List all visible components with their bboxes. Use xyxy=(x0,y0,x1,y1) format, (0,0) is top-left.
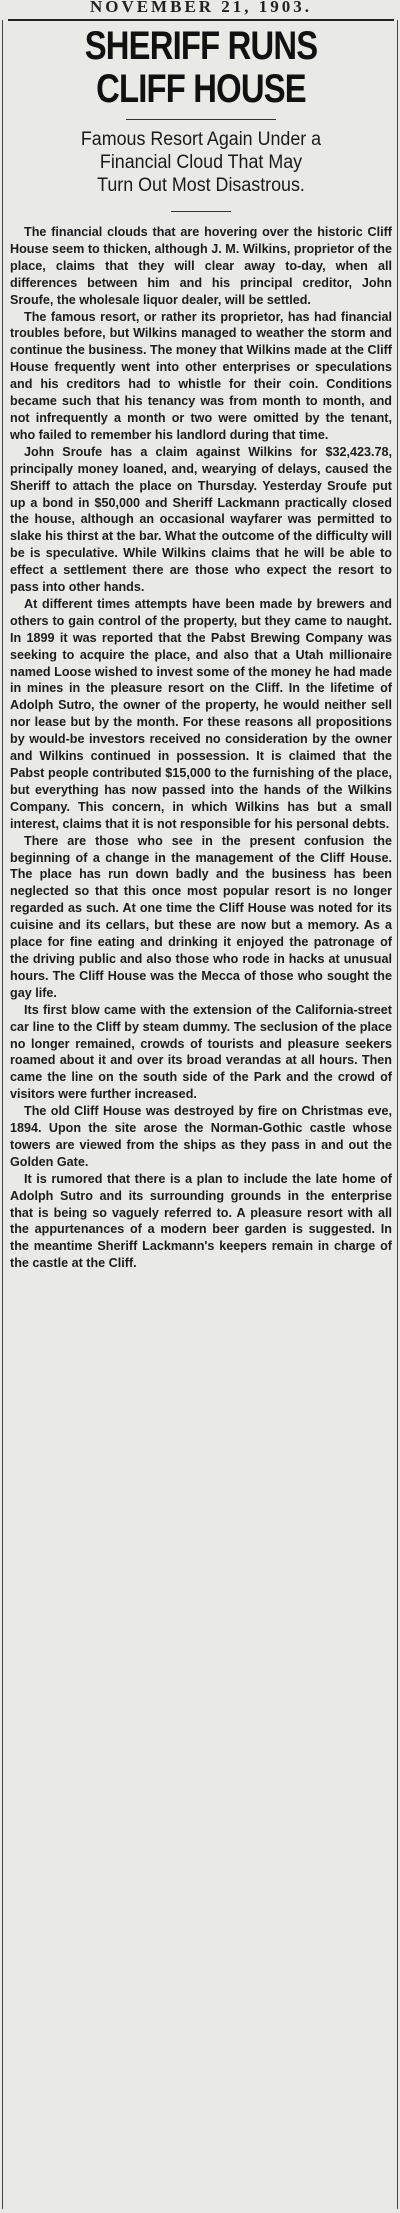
paragraph: The old Cliff House was destroyed by fire on Christmas eve, 1894. Upon the site arose the Norman-Gothic castle whose towers are viewed from the ships as they pass in and out the Golden Gate. xyxy=(10,1104,392,1169)
dateline-rule xyxy=(8,19,394,21)
headline-line-1: SHERIFF RUNS xyxy=(84,24,318,68)
paragraph: There are those who see in the present confusion the beginning of a change in the management of the Cliff House. The place has run down badly and the business has been neglected so that this once most popular resort is no longer regarded as such. At one time the Cliff House was noted for its cuisine and its cellars, but these are now but a memory. As a place for fine eating and drinking it enjoyed the patronage of the driving public and also those who rode in hacks at unusual hours. The Cliff House was the Mecca of those who sought the gay life. xyxy=(10,833,392,1000)
paragraph: Its first blow came with the extension of the California-street car line to the Cliff by steam dummy. The seclusion of the place no longer remained, crowds of tourists and pleasure seekers roamed about it and over its broad verandas at all hours. Then came the line on the south side of the Park and the crowd of visitors were further increased. xyxy=(10,1002,392,1102)
headline-line-2: CLIFF HOUSE xyxy=(96,67,306,111)
headline-separator xyxy=(126,119,276,120)
right-column-rule xyxy=(397,20,398,2209)
deck-separator xyxy=(171,211,231,212)
paragraph: At different times attempts have been made by brewers and others to gain control of the property, but they came to naught. In 1899 it was reported that the Pabst Brewing Company was seeking to acquire the place, and also that a Utah millionaire named Loose wished to invest some of the money he had made in mines in the pleasure resort on the Cliff. In the lifetime of Adolph Sutro, the owner of the property, he would neither sell nor lease but by the month. For these reasons all propositions by would-be investors received no consideration by the owner and Wilkins continued in possession. It is claimed that the Pabst people contributed $15,000 to the furnishing of the place, but everything has now passed into the hands of the Wilkins Company. This concern, in which Wilkins has but a small interest, claims that it is not responsible for his personal debts. xyxy=(10,596,392,831)
subheadline-line-1: Famous Resort Again Under a xyxy=(80,129,322,150)
paragraph: The financial clouds that are hovering over the historic Cliff House seem to thicken, although J. M. Wilkins, proprietor of the place, claims that they will clear away to-day, when all differences between him and his principal creditor, John Sroufe, the wholesale liquor dealer, will be settled. xyxy=(10,225,392,307)
subheadline xyxy=(21,128,380,197)
paragraph: It is rumored that there is a plan to include the late home of Adolph Sutro and its surrounding grounds in the enterprise that is being so vaguely referred to. A pleasure resort with all the appurtenances of a modern beer garden is suggested. In the meantime Sheriff Lackmann's keepers remain in charge of the castle at the Cliff. xyxy=(10,1171,392,1271)
paragraph: John Sroufe has a claim against Wilkins for $32,423.78, principally money loaned, and, wearying of delays, caused the Sheriff to attach the place on Thursday. Yesterday Sroufe put up a bond in $50,000 and Sheriff Lackmann practically closed the house, although an occasional wayfarer was permitted to slake his thirst at the bar. What the outcome of the difficulty will be is speculative. While Wilkins claims that he will be able to effect a settlement there are those who expect the resort to pass into other hands. xyxy=(10,444,392,595)
left-column-rule xyxy=(2,20,3,2209)
article-body xyxy=(10,224,392,1272)
headline xyxy=(43,25,360,111)
subheadline-line-3: Turn Out Most Disastrous. xyxy=(97,175,305,196)
paragraph: The famous resort, or rather its proprietor, has had financial troubles before, but Wilkins managed to weather the storm and continue the business. The money that Wilkins made at the Cliff House frequently went into other enterprises or speculations and his creditors had to whistle for their coin. Conditions became such that his tenancy was from month to month, and not infrequently a month or two were omitted by the tenant, who failed to remember his landlord during that time. xyxy=(10,309,392,442)
dateline: NOVEMBER 21, 1903. xyxy=(89,0,313,16)
subheadline-line-2: Financial Cloud That May xyxy=(99,152,303,173)
